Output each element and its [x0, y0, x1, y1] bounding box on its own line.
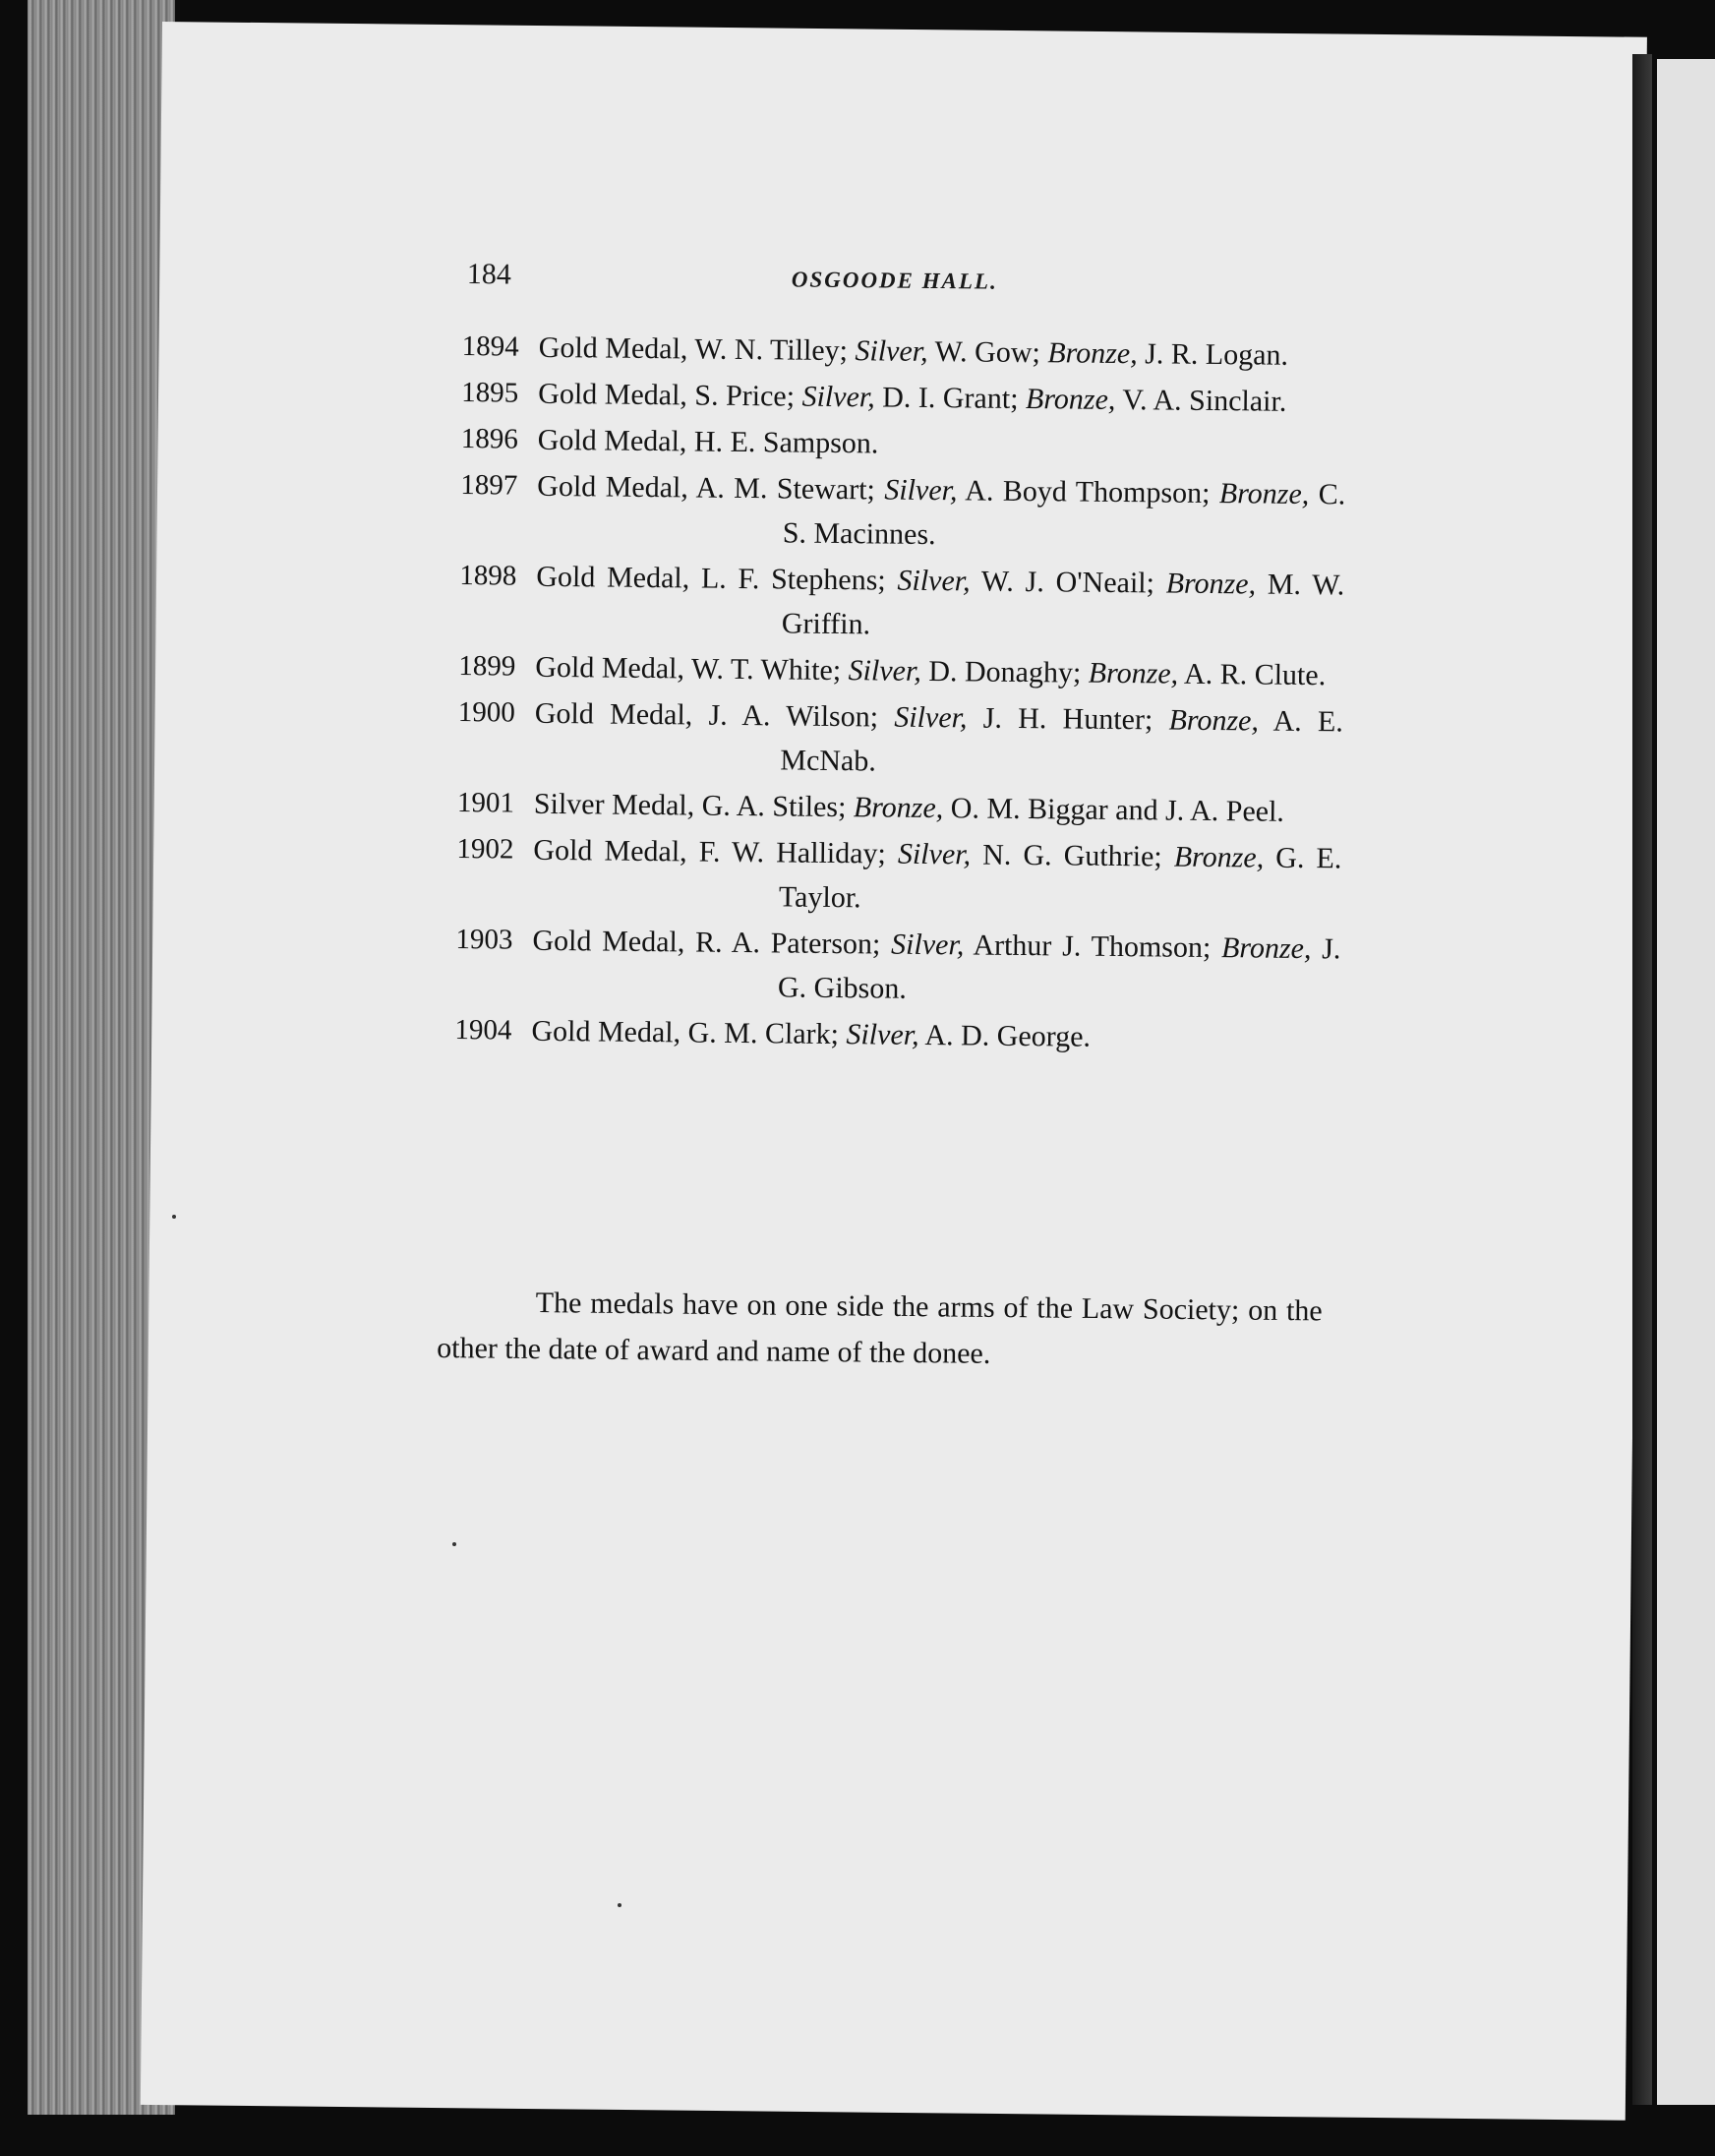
award-text: O. M. Biggar and J. A. Peel. — [943, 792, 1285, 828]
award-text: Gold Medal, H. E. Sampson. — [537, 423, 879, 460]
award-text: Gold Medal, S. Price; — [538, 377, 802, 413]
medal-entry — [456, 827, 1342, 925]
medal-class-label: Bronze, — [1220, 931, 1312, 966]
medal-class-label: Silver, — [884, 473, 958, 508]
page-number: 184 — [466, 258, 511, 291]
award-text: C. S. Macinnes. — [782, 478, 1346, 552]
entry-awards — [534, 691, 1343, 789]
medal-entry — [457, 781, 1342, 834]
award-text: J. R. Logan. — [1137, 337, 1289, 372]
award-text: Gold Medal, A. M. Stewart; — [537, 469, 885, 507]
medal-class-label: Bronze, — [1168, 703, 1260, 738]
medal-class-label: Silver, — [846, 1018, 919, 1051]
medal-list — [454, 325, 1347, 1063]
scan-speck — [172, 1215, 176, 1219]
award-text: M. W. Griffin. — [781, 568, 1345, 641]
award-text: Silver Medal, G. A. Stiles; — [533, 787, 855, 824]
adjacent-page-edge — [1657, 59, 1715, 2105]
binding-shadow — [1632, 54, 1652, 2105]
medal-entry — [459, 554, 1345, 651]
award-text: Gold Medal, L. F. Stephens; — [536, 560, 898, 597]
page-header — [466, 258, 1154, 314]
entry-year: 1894 — [461, 329, 519, 363]
entry-awards — [533, 828, 1342, 926]
entry-year: 1897 — [460, 468, 518, 502]
award-text: A. R. Clute. — [1177, 657, 1327, 692]
award-text: N. G. Guthrie; — [970, 838, 1174, 873]
medal-class-label: Bronze, — [1218, 477, 1310, 511]
award-text: Gold Medal, G. M. Clark; — [531, 1014, 847, 1051]
entry-year: 1903 — [455, 923, 513, 956]
entry-awards — [535, 645, 1343, 698]
medal-entry — [454, 1008, 1339, 1061]
entry-year: 1904 — [454, 1013, 512, 1047]
medal-class-label: Silver, — [890, 928, 965, 962]
entry-year: 1895 — [461, 376, 519, 409]
award-text: Gold Medal, W. T. White; — [535, 650, 849, 688]
award-text: Gold Medal, R. A. Paterson; — [532, 924, 892, 961]
medal-class-label: Silver, — [848, 654, 921, 688]
scan-speck — [452, 1542, 456, 1546]
entry-year: 1896 — [460, 422, 518, 455]
medal-class-label: Silver, — [894, 700, 968, 735]
medal-entry — [461, 417, 1346, 470]
medal-class-label: Bronze, — [1025, 383, 1116, 416]
entry-year: 1900 — [457, 695, 516, 729]
medal-entry — [461, 371, 1346, 424]
medal-entry — [458, 644, 1343, 697]
medal-entry — [457, 690, 1343, 788]
entry-awards — [536, 555, 1345, 652]
award-text: J. H. Hunter; — [967, 701, 1169, 737]
medal-class-label: Bronze, — [1088, 656, 1179, 690]
award-text: W. J. O'Neail; — [970, 565, 1166, 600]
award-text: Gold Medal, F. W. Halliday; — [533, 833, 899, 870]
award-text: Gold Medal, J. A. Wilson; — [534, 696, 895, 734]
entry-awards — [534, 782, 1342, 835]
award-text: A. Boyd Thompson; — [957, 474, 1220, 510]
award-text: Arthur J. Thomson; — [964, 928, 1222, 965]
medal-class-label: Silver, — [855, 334, 928, 368]
medal-entry — [462, 325, 1347, 378]
entry-awards — [538, 372, 1346, 425]
medal-class-label: Bronze, — [1173, 840, 1265, 874]
medal-class-label: Silver, — [897, 837, 972, 871]
entry-year: 1898 — [459, 559, 517, 592]
medal-class-label: Bronze, — [1047, 336, 1138, 371]
entry-year: 1902 — [456, 832, 514, 866]
entry-awards — [538, 418, 1346, 471]
award-text: V. A. Sinclair. — [1115, 383, 1287, 418]
award-text: D. I. Grant; — [874, 381, 1027, 416]
entry-year: 1899 — [458, 649, 516, 683]
entry-year: 1901 — [456, 786, 515, 819]
entry-awards — [531, 1009, 1339, 1062]
award-text: Gold Medal, W. N. Tilley; — [538, 330, 856, 368]
award-text: A. E. McNab. — [780, 704, 1343, 778]
medal-class-label: Bronze, — [853, 791, 944, 825]
medals-note: The medals have on one side the arms of the Law Society; on the other the date of award and name of the donee. — [437, 1287, 1323, 1370]
entry-awards — [537, 464, 1346, 562]
medal-class-label: Silver, — [897, 564, 971, 598]
award-text: J. G. Gibson. — [777, 932, 1341, 1005]
medal-class-label: Silver, — [801, 380, 875, 414]
medal-class-label: Bronze, — [1165, 567, 1257, 601]
award-text: W. Gow; — [927, 334, 1048, 370]
entry-awards — [532, 919, 1341, 1016]
running-title: OSGOODE HALL. — [791, 267, 998, 294]
scan-speck — [618, 1903, 621, 1907]
entry-awards — [539, 326, 1347, 379]
award-text: A. D. George. — [918, 1018, 1092, 1053]
award-text: G. E. Taylor. — [778, 841, 1342, 915]
award-text: D. Donaghy; — [920, 654, 1089, 689]
medal-entry — [455, 918, 1341, 1015]
medal-entry — [460, 463, 1346, 561]
